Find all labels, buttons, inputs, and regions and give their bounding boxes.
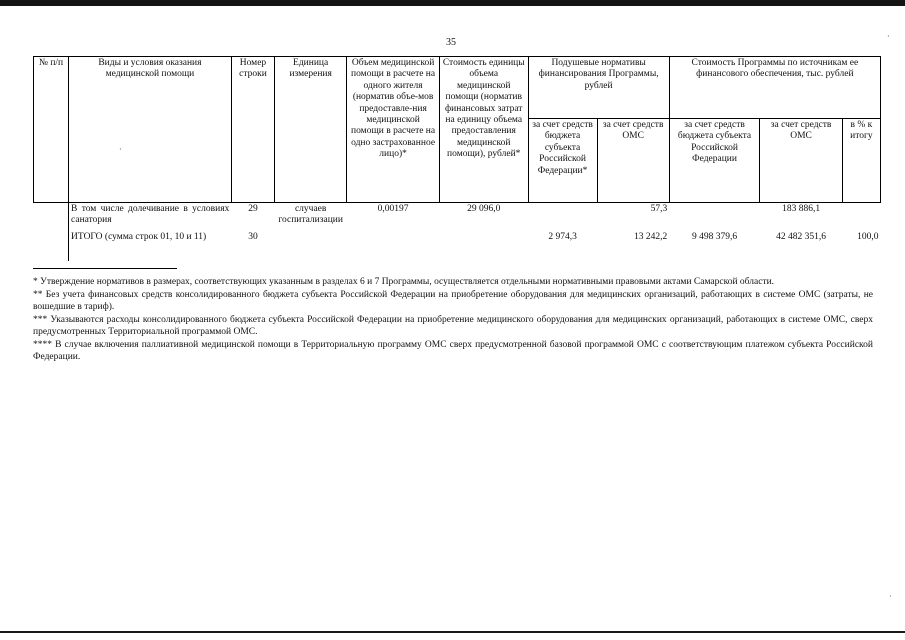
footnotes bbox=[33, 276, 873, 364]
scan-top-border bbox=[0, 0, 905, 6]
cost-table bbox=[33, 56, 881, 261]
cell-pc-budget: 2 974,3 bbox=[548, 231, 577, 242]
cell-volume: 0,00197 bbox=[377, 204, 409, 214]
header-num: № п/п bbox=[34, 57, 69, 203]
cell-cost bbox=[439, 231, 528, 261]
table-row bbox=[34, 203, 881, 231]
cell-pr-budget bbox=[669, 203, 760, 231]
cell-volume bbox=[347, 231, 440, 261]
header-per-capita-budget: за счет средств бюджета субъекта Российской Федерации* bbox=[528, 119, 597, 203]
header-kinds: Виды и условия оказания медицинской помощи bbox=[69, 57, 232, 203]
header-program-budget: за счет средств бюджета субъекта Российской Федерации bbox=[669, 119, 760, 203]
cell-name: В том числе долечивание в условиях санатория bbox=[69, 203, 232, 231]
cell-num bbox=[34, 231, 69, 261]
header-per-capita: Подушевые нормативы финансирования Программы, рублей bbox=[528, 57, 669, 119]
footnote-2: ** Без учета финансовых средств консолидированного бюджета субъекта Российской Федерации на приобретение оборудования для медицинских организаций, работающих в системе ОМС (затраты, не вошедшие в тариф). bbox=[33, 290, 873, 312]
cell-pc-budget bbox=[528, 203, 597, 231]
cell-unit: случаев госпитализации bbox=[278, 204, 343, 226]
scan-speck: · bbox=[119, 145, 122, 154]
header-unit: Единица измерения bbox=[275, 57, 347, 203]
header-program-percent: в % к итогу bbox=[842, 119, 880, 203]
cell-pr-oms: 183 886,1 bbox=[782, 204, 821, 214]
cell-unit bbox=[275, 231, 347, 261]
cell-row-number: 29 bbox=[248, 204, 258, 214]
cell-pr-oms: 42 482 351,6 bbox=[776, 231, 827, 242]
cell-name: ИТОГО (сумма строк 01, 10 и 11) bbox=[69, 231, 232, 261]
table-row bbox=[34, 231, 881, 261]
header-program-cost: Стоимость Программы по источникам ее финансового обеспечения, тыс. рублей bbox=[669, 57, 880, 119]
cell-row-number: 30 bbox=[248, 231, 258, 242]
cell-cost: 29 096,0 bbox=[467, 204, 501, 214]
scan-speck: · bbox=[887, 32, 890, 41]
cell-pr-percent bbox=[842, 203, 880, 231]
page-number: 35 bbox=[446, 37, 456, 48]
header-program-oms: за счет средств ОМС bbox=[760, 119, 842, 203]
cell-pc-oms: 13 242,2 bbox=[633, 231, 668, 242]
header-row-number: Номер строки bbox=[231, 57, 274, 203]
cell-pc-oms: 57,3 bbox=[650, 204, 668, 214]
cell-num bbox=[34, 203, 69, 231]
header-volume: Объем медицинской помощи в расчете на одного жителя (норматив объе-мов предоставле-ния медицинской помощи в расчете на одно застрахованное лицо)* bbox=[347, 57, 440, 203]
header-per-capita-oms: за счет средств ОМС bbox=[597, 119, 669, 203]
cell-pr-budget: 9 498 379,6 bbox=[691, 231, 738, 242]
footnote-separator bbox=[33, 268, 177, 269]
footnote-4: **** В случае включения паллиативной медицинской помощи в Территориальную программу ОМС сверх предусмотренной базовой программой ОМС с соответствующим платежом субъекта Российской Федерации. bbox=[33, 340, 873, 362]
footnote-1: * Утверждение нормативов в размерах, соответствующих указанным в разделах 6 и 7 Программы, осуществляется отдельными нормативными правовыми актами Самарской области. bbox=[33, 277, 775, 287]
scan-speck: · bbox=[889, 592, 892, 601]
cell-pr-percent: 100,0 bbox=[857, 231, 879, 242]
header-cost: Стоимость единицы объема медицинской помощи (норматив финансовых затрат на единицу объема предоставления медицинской помощи), рублей* bbox=[439, 57, 528, 203]
footnote-3: *** Указываются расходы консолидированного бюджета субъекта Российской Федерации на приобретение медицинского оборудования для медицинских организаций, работающих в системе ОМС, сверх предусмотренных Территориальной программой ОМС. bbox=[33, 315, 873, 337]
scan-bottom-border bbox=[0, 631, 905, 633]
